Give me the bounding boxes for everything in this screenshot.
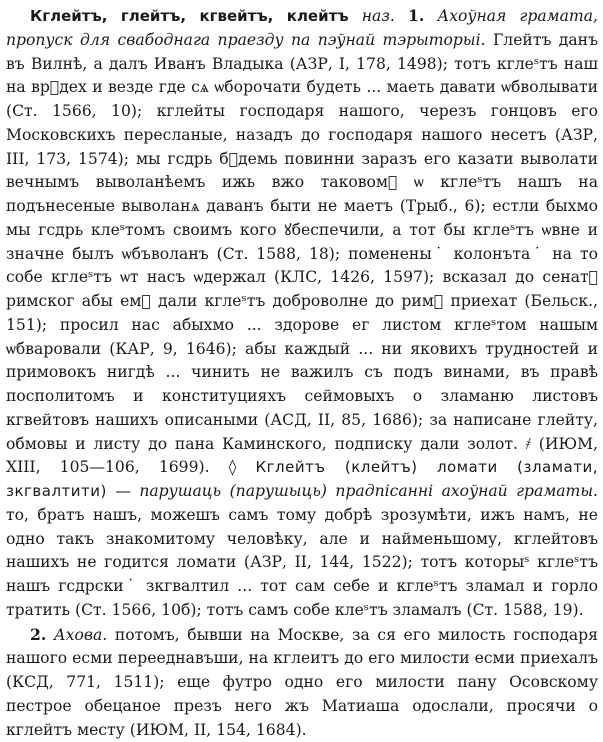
- sense-1-number: 1.: [408, 6, 424, 25]
- sense-2-citations: потомъ, бывши на Москве, за ся его милость господаря нашого есми перееднавъши, на кглеитъ до его милости есми приехалъ (КСД, 771, 1511); еще футро одно его милости пану Осовскому пестрое обецаное презъ него жъ Матиаша одослали, просячи о кглейтъ месту (ИЮМ, II, 154, 1684).: [6, 626, 598, 739]
- sense-2-number: 2.: [30, 625, 46, 644]
- sense-2-paragraph: [6, 623, 598, 742]
- headword: Кглейтъ, глейтъ, кгвейтъ, клейтъ: [30, 7, 349, 25]
- sense-2-definition: Ахова.: [54, 626, 107, 644]
- dictionary-page: [6, 4, 598, 722]
- grammar-label: наз.: [362, 7, 395, 25]
- subentry-dash: —: [107, 482, 139, 500]
- sense-1-definition: Ахоўная грамата, пропуск для свабоднага праезду па пэўнай тэрыторыі.: [6, 7, 598, 49]
- sense-1-citations: Глейтъ данъ въ Вилнѣ, а далъ Иванъ Владыка (АЗР, I, 178, 1498); тотъ кглеˢтъ наш на вр꙽дех и везде где сѧ ѡборочати будеть ... маеть давати ѡбволывати (Ст. 1566, 10); кглейты господаря нашого, черезъ гонцовъ его Московскихъ пересланые, назадъ до господаря нашого несетъ (АЗР, III, 173, 1574); мы гсдрь б꙽демь повинни заразъ его казати выволати вечнымъ выволанѣемъ ижь вжо таковом꙽ ѡ кглеˢтъ нашъ на подънесеные выволанѧ даванъ быти не маетъ (Трыб., 6); естли быхмо мы гсдрь клеˢтомъ своимъ кого ꙋбеспечили, а тот бы кглеˢтъ ѡвне и значне былъ ѡбъволанъ (Ст. 1588, 18); поменены˙ колонъта˙ на то собе кглеˢтъ ѡт насъ ѡдержал (КЛС, 1426, 1597); всказал до сенат꙽ римског абы ем꙽ дали кглеˢтъ доброволне до рим꙽ приехат (Бельск., 151); просил нас абыхмо ... здорове ег листом кглеˢтом нашым ѡбваровали (КАР, 9, 1646); абы каждый ... ни яковихъ трудностей и примовокъ нигдѣ ... чинить не важилъ съ подъ винами, въ правѣ посполитомъ и конституцияхъ сеймовыхъ о зламаню листовъ кгвейтовъ нашихъ описаными (АСД, II, 85, 1686); за написане глейту, обмовы и листу до пана Каминского, подписку дали золот. ҂ (ИЮМ, XIII, 105—106, 1699). ◊: [6, 31, 598, 477]
- entry-paragraph: [6, 4, 598, 623]
- subentry-definition: парушаць (парушыць) прадпісанні ахоўнай граматы.: [139, 482, 598, 500]
- subentry-phrase: Кглейтъ (клейтъ) ломати (зламати, зкгвалтити): [6, 458, 598, 500]
- subentry-citations: то, братъ нашъ, можешъ самъ тому добрѣ зрозумѣти, ижъ намъ, не одно такъ знакомитому человѣку, але и найменьшому, кглейтовъ нашихъ не годится ломати (АЗР, II, 144, 1522); тотъ которыˢ кглеˢтъ нашъ гсдрски˙ зкгвалтил ... тот сам себе и кглеˢтъ зламал и горло тратить (Ст. 1566, 10б); тотъ самъ собе клеˢтъ зламалъ (Ст. 1588, 19).: [6, 506, 598, 619]
